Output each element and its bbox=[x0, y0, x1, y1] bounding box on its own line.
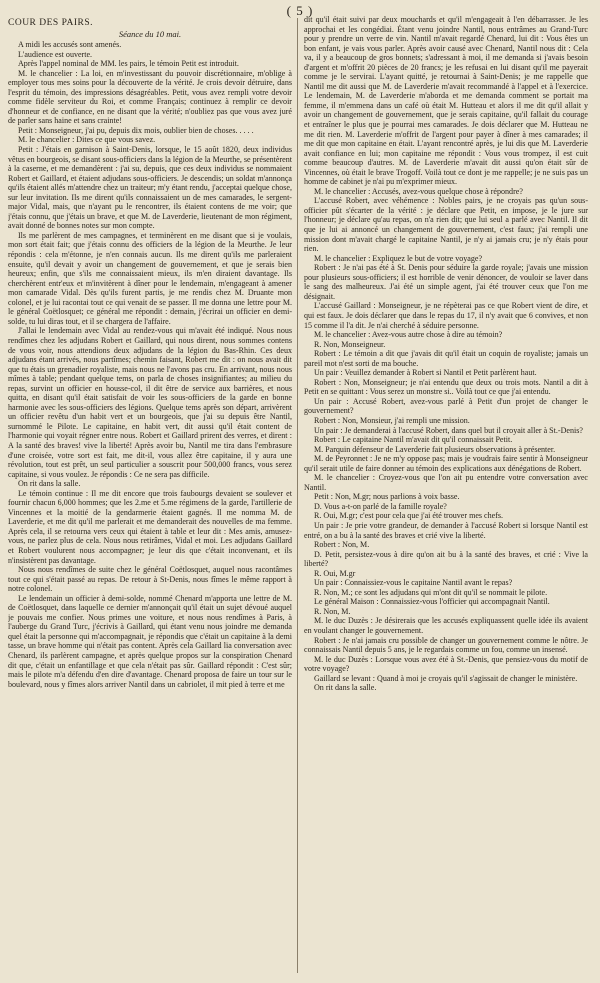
paragraph: Un pair : Je prie votre grandeur, de demander à l'accusé Robert si lorsque Nantil est entré, on a bu à la santé des braves et crié vive la liberté. bbox=[304, 520, 588, 540]
paragraph: A midi les accusés sont amenés. bbox=[18, 40, 122, 49]
paragraph: Robert : Non, Monseigneur; je n'ai entendu que deux ou trois mots. Nantil a dit à Petit en se quittant : Vous serez un monstre si.. Voilà tout ce que j'ai entendu. bbox=[304, 377, 588, 397]
page-number: ( 5 ) bbox=[286, 3, 314, 18]
paragraph: Le lendemain un officier à demi-solde, nommé Chenard m'apporta une lettre de M. de Coëtlosquet, dans laquelle ce dernier m'annonçait qu'il était un sujet dévoué auquel je pouvais me confier. Nous primes une voiture, et nous nous rendîmes à Paris, à l'auberge du Grand Turc, j'écrivis à Gaillard, qui étant venu nous joindre me demanda quel était la personne qui m'accompagnait, je répondis que c'était un capitaine à la demi tasse, un brave homme qui n'était pas content. Après cela Gaillard lia conversation avec Chenard, ils parlèrent campagne, et après quelque propos sur la conspiration Chenard dit que, c'était un enfantillage et que cela n'était pas sûr. Gaillard répondit : C'est sûr; mais le pilote m'a défendu d'en dire d'avantage. Chenard proposa de faire un tour sur le boulevard, nous y fîmes alors arriver Nantil dans un cabriolet, il mit pied à terre et me bbox=[8, 593, 292, 689]
paragraph: R. Oui, M.gr; c'est pour cela que j'ai été trouver mes chefs. bbox=[314, 511, 504, 521]
paragraph: dit qu'il était suivi par deux mouchards et qu'il m'engageait à l'en débarrasser. Je les approchai et les congédiai. Étant venu joindre Nantil, nous entrâmes au Grand-Turc pour y prendre un verre de vin. Nantil m'avait regardé Chenard, lui dit : Vous êtes un bon enfant, je vais vous parler. Après avoir causé avec Chenard, Nantil nous dit : Cela va, il y a beaucoup de gros bonnets; s'adressant à moi, il me demanda si j'avais besoin d'argent et m'offrit 20 pièces de 20 francs; je les refusai en lui disant qu'il me payerait comme je le servirai. L'ayant quitté, je retournai à Saint-Denis; je me rappelle que Nantil me dit aussi que M. de Laverderie m'avait recommandé à l'appel et à l'exercice. Le lendemain, M. de Laverderie m'aborda et me demanda comment se portait ma femme, il m'emmena dans un café où était M. Hutteau et alors il me dit qu'il allait y avoir un changement de gouvernement, que je serais capitaine, qu'il fallait du courage et entraîner le plus que je pourrai mes camarades. Je dois déclarer que M. Hutteau ne me dit rien. M. Laverderie m'offrit de l'argent pour payer à dîner à mes camarades; il me dit que mon capitaine en était. L'ayant rencontré après, je lui dis que M. Laverderie avait confiance en lui; mon capitaine me répondit : Vous vous trompez, il est cuit comme beaucoup d'autres. M. de Laverderie m'avait dit aussi qu'on était sûr de Vincennes, où était le brave Trogoff. Voilà tout ce dont je me rappelle; je ne suis pas un homme de cabinet je n'ai pu m'exprimer mieux. bbox=[304, 15, 588, 187]
paragraph: Un pair : Veuillez demander à Robert si Nantil et Petit parlèrent haut. bbox=[314, 368, 537, 378]
paragraph: M. de Peyronnet : Je ne m'y oppose pas; mais je voudrais faire sentir à Monseigneur qu'il serait utile de faire donner au témoin des explications aux dénégations de Robert. bbox=[304, 454, 588, 473]
paragraph: M. le chancelier : Avez-vous autre chose à dire au témoin? bbox=[314, 330, 503, 340]
paragraph: Gaillard se levant : Quand à moi je croyais qu'il s'agissait de changer le ministère. bbox=[314, 673, 578, 683]
paragraph: Le témoin continue : Il me dit encore que trois faubourgs devaient se soulever et fournir chacun 6,000 hommes; que les 2.me et 5.me régimens de la garde, l'artillerie de Vincennes et la moitié de la gendarmerie étaient gagnés. Il me nomma M. de Laverderie, et me dit qu'il me parlerait et me demanderait des nouvelles de ma femme. Après cela, il se retourna vers ceux qui étaient à table et leur dit : Mes amis, amusez-vous, ne parlez plus de cela. Nous nous retirâmes, Vidal et moi. Les adjudans Gaillard et Robert voulurent nous accompagner; je leur dis que c'était inconvenant, et ils n'insistèrent pas davantage. bbox=[8, 488, 292, 565]
paragraph: Un pair : Je demanderai à l'accusé Robert, dans quel but il croyait aller à St.-Denis? bbox=[314, 425, 583, 435]
paragraph: Nous nous rendîmes de suite chez le général Coëtlosquet, auquel nous racontâmes tout ce qui s'était passé au repas. De retour à St-Denis, nous fîmes le même rapport à notre colonel. bbox=[8, 565, 292, 594]
paragraph: R. Oui, M.gr bbox=[314, 568, 356, 578]
paragraph: Petit : Non, M.gr; nous parlions à voix basse. bbox=[314, 492, 460, 502]
paragraph: M. le chancelier : Accusés, avez-vous quelque chose à répondre? bbox=[314, 186, 523, 196]
paragraph: M. le duc Duzès : Je désirerais que les accusés expliquassent quelle idée ils avaient en voulant changer le gouvernement. bbox=[304, 616, 588, 635]
paragraph: Robert : Je n'ai pas été à St. Denis pour séduire la garde royale; j'avais une mission pour plusieurs sous-officiers; il est horrible de venir dénoncer, de vouloir se laver dans le sang des malheureux. J'ai été un simple agent, j'ai été trouver ceux que l'on me désignait. bbox=[304, 263, 588, 301]
paragraph: Après l'appel nominal de MM. les pairs, le témoin Petit est introduit. bbox=[18, 59, 239, 69]
paragraph: L'accusé Gaillard : Monseigneur, je ne répèterai pas ce que Robert vient de dire, et qui est faux. Je dois déclarer que dans le repas du 17, il n'y avait que 6 convives, et non 15 comme il l'a dit. Je n'ai cherché à séduire personne. bbox=[304, 301, 588, 330]
column-divider bbox=[297, 18, 298, 973]
paragraph: On rit dans la salle. bbox=[314, 683, 377, 693]
paragraph: Petit : J'étais en garnison à Saint-Denis, lorsque, le 15 août 1820, deux individus vêtus en bourgeois, se disant sous-officiers dans la légion de la Meurthe, se présentèrent à la caserne, et me demandèrent : j'ai su, depuis, que ces deux individus se nommaient Robert et Gaillard, et étaient adjudans sous-officiers. Je descendis; un soldat m'annonça qu'ils étaient allés m'attendre chez un traiteur; m'y étant rendu, j'acceptai quelque chose, sur leur invitation. Ils me dirent qu'ils connaissaient un de mes camarades, le sergent-major Vidal, mais, que n'ayant pu le rencontrer, ils étaient contens de me voir; que j'étais connu, que j'étais un brave, et que M. de Laverderie, lieutenant de mon régiment, avait donné de bonnes notes sur mon compte. bbox=[8, 145, 292, 231]
paragraph: Un pair : Connaissiez-vous le capitaine Nantil avant le repas? bbox=[314, 578, 513, 588]
paragraph: Petit : Monseigneur, j'ai pu, depuis dix mois, oublier bien de choses. . . . . bbox=[18, 125, 254, 135]
paragraph: M. le chancelier : Croyez-vous que l'on ait pu entendre votre conversation avec Nantil. bbox=[304, 473, 588, 492]
paragraph: Le général Maison : Connaissiez-vous l'officier qui accompagnait Nantil. bbox=[314, 597, 550, 607]
paragraph: M. Parquin défenseur de Laverderie fait plusieurs observations à présenter. bbox=[314, 444, 556, 454]
paragraph: R. Non, M.; ce sont les adjudans qui m'ont dit qu'il se nommait le pilote. bbox=[314, 587, 548, 597]
left-column bbox=[8, 17, 292, 977]
right-column bbox=[304, 15, 588, 975]
section-heading: COUR DES PAIRS. bbox=[8, 18, 94, 28]
paragraph: On rit dans la salle. bbox=[18, 479, 81, 489]
paragraph: M. le duc Duzès : Lorsque vous avez été à St.-Denis, que pensiez-vous du motif de votre voyage? bbox=[304, 654, 588, 674]
paragraph: J'allai le lendemain avec Vidal au rendez-vous qui m'avait été indiqué. Nous nous rendîmes chez les adjudans Robert et Gaillard, qui nous dirent, nous sommes contens de vous voir, nous attendions deux adjudans de la légion du Bas-Rhin. Ces deux adjudans étant arrivés, nous partîmes; chemin faisant, Robert me dit : on nous avait dit que tu étais un grenadier royaliste, mais nous ne l'avons pas cru. En arrivant, nous nous mîmes à table; pendant quelque tems, on parla de choses insignifiantes; au milieu du repas, survint un officier en housse-col, il dit être de service aux barrières, et nous quitta, en disant qu'il était satisfait de voir les sous-officiers de la garde en bonne harmonie avec les sous-officiers des légions. Quelque tems après son départ, arrivèrent un officier revêtu d'un habit vert et un bourgeois, que j'ai su depuis être Nantil, surnommé le Pilote. Le capitaine, en habit vert, dit aussi qu'il était content de l'harmonie qui voyait régner entre nous. Robert et Gaillard prirent des verres, et dirent : A la santé des braves! vive la liberté! Après avoir bu, Nantil me tira dans l'embrasure d'une croisée, votre sort est fait, me dit-il, vous allez être capitaine, il y aura une révolution, tout est prêt, un seul particulier a souscrit pour 500,000 francs, vous serez capitaine, si vous voulez. Je répondis : Ce ne sera pas difficile. bbox=[8, 326, 292, 479]
paragraph: D. Petit, persistez-vous à dire qu'on ait bu à la santé des braves, et crié : Vive la liberté? bbox=[304, 549, 588, 569]
paragraph: M. le chancelier : La loi, en m'investissant du pouvoir discrétionnaire, m'oblige à employer tous mes soins pour la découverte de la vérité. Je crois devoir détruire, dans l'esprit du témoin, des impressions désagréables. Petit, vous avez rempli votre devoir comme fidèle serviteur du Roi, et comme Français; continuez à remplir ce devoir d'honneur et de confiance, en ne disant que la vérité; n'oubliez pas que vous avez juré de parler sans haine et sans crainte! bbox=[8, 68, 292, 126]
paragraph: M. le chancelier : Dites ce que vous savez. bbox=[18, 135, 156, 145]
paragraph: Robert : Le témoin a dit que j'avais dit qu'il était un coquin de royaliste; jamais un pareil mot n'est sorti de ma bouche. bbox=[304, 349, 588, 368]
paragraph: Robert : Non, M. bbox=[314, 540, 370, 550]
paragraph: Ils me parlèrent de mes campagnes, et terminèrent en me disant que si je voulais, mon sort était fait; que j'étais connu des officiers de la légion de la Meurthe. Je leur répondis : cela m'étonne, je n'en connais aucun. Ils me dirent qu'ils me parleraient ensuite, qu'il devait y avoir un changement de gouvernement, et que je serais bien heureux; enfin, que s'ils me connaissaient mieux, ils m'en diraient davantage. Ils cherchèrent entr'eux et m'invitèrent à dîner pour le lendemain, m'engageant à amener mon camarade Vidal. Dès qu'ils furent partis, je me rendis chez M. Druante mon colonel, et je lui racontai tout ce qui venait de se passer. Il me donna une lettre pour M. le général Coëtlosquet; ce général me répondit : demain, j'écrirai un officier en demi-solde, tu lui diras tout, et il se chargera de l'affaire. bbox=[8, 230, 292, 326]
paragraph: R. Non, Monseigneur. bbox=[314, 339, 386, 349]
session-date: Séance du 10 mai. bbox=[118, 29, 182, 39]
paragraph: Robert : Non, Monsieur, j'ai rempli une mission. bbox=[314, 415, 470, 425]
paragraph: M. le chancelier : Expliquez le but de votre voyage? bbox=[314, 253, 483, 263]
paragraph: R. Non, M. bbox=[314, 606, 351, 616]
paragraph: Robert : Le capitaine Nantil m'avait dit qu'il connaissait Petit. bbox=[314, 435, 513, 445]
paragraph: Un pair : Accusé Robert, avez-vous parlé à Petit d'un projet de changer le gouvernement? bbox=[304, 396, 588, 416]
paragraph: D. Vous a-t-on parlé de la famille royale? bbox=[314, 501, 447, 511]
paragraph: Robert : Je n'ai jamais cru possible de changer un gouvernement comme le nôtre. Je connaissais Nantil depuis 5 ans, je le regardais comme un fou, comme un insensé. bbox=[304, 635, 588, 655]
paragraph: L'audience est ouverte. bbox=[18, 49, 93, 59]
paragraph: L'accusé Robert, avec véhémence : Nobles pairs, je ne croyais pas qu'un sous-officier pût s'écarter de la vérité : je déclare que Petit, en impose, je le jure sur l'honneur; je déclare qu'au repas, on n'a rien dit; que lui seul a parlé avec Nantil. Il dit que je lui ai annoncé un changement de gouvernement, c'est faux; j'ai rempli une mission dont m'avait chargé le capitaine Nantil, je n'y ai jamais cru; je n'y étais pour rien. bbox=[304, 196, 588, 254]
